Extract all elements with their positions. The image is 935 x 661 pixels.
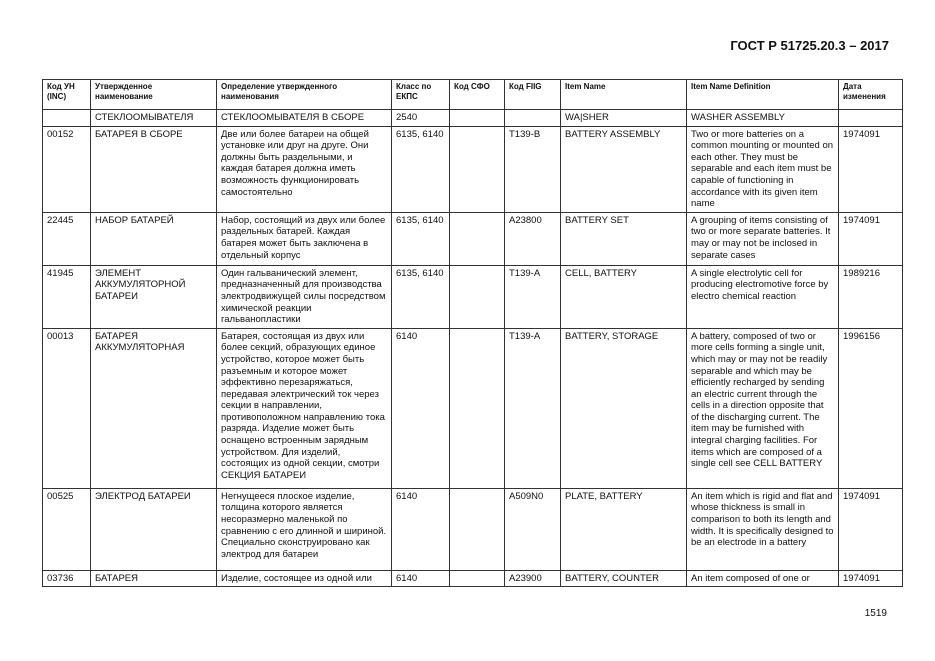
cell-name-ru: ЭЛЕМЕНТ АККУМУЛЯТОРНОЙ БАТАРЕИ: [91, 265, 217, 328]
cell-date: 1974091: [839, 212, 903, 265]
cell-inc: [43, 110, 91, 127]
col-header-fiig: Код FIIG: [505, 80, 561, 110]
col-header-def-ru: Определение утвержденного наименования: [217, 80, 392, 110]
cell-name-ru: НАБОР БАТАРЕЙ: [91, 212, 217, 265]
cell-item-def: Two or more batteries on a common mounting or mounted on each other. They must be separable and each item must be capable of functioning in accordance with its given item name: [687, 126, 839, 212]
table-row: [43, 488, 903, 570]
cell-item-def: A single electrolytic cell for producing electromotive force by electro chemical reaction: [687, 265, 839, 328]
cell-date: 1989216: [839, 265, 903, 328]
cell-fiig: A509N0: [505, 488, 561, 570]
cell-def-ru: Батарея, состоящая из двух или более секций, образующих единое устройство, которое может быть разъемным и которое может эффективно перезаряжаться, передавая электрический ток через секции в направлении, противоположном направлению тока разряда. Изделие может быть оснащено встроенным зарядным устройством. Для изделий, состоящих из одной секции, смотри СЕКЦИЯ БАТАРЕИ: [217, 328, 392, 488]
cell-fiig: T139-A: [505, 265, 561, 328]
cell-fiig: A23900: [505, 570, 561, 587]
cell-class: 6140: [392, 570, 450, 587]
col-header-class: Класс по ЕКПС: [392, 80, 450, 110]
cell-def-ru: Один гальванический элемент, предназначенный для производства электродвижущей силы посредством химической реакции гальванопластики: [217, 265, 392, 328]
cell-date: 1996156: [839, 328, 903, 488]
cell-date: 1974091: [839, 570, 903, 587]
cell-fiig: T139-A: [505, 328, 561, 488]
cell-inc: 00152: [43, 126, 91, 212]
cell-item-def: An item which is rigid and flat and whose thickness is small in comparison to both its length and width. It is specifically designed to be an electrode in a battery: [687, 488, 839, 570]
table-row: [43, 570, 903, 587]
col-header-item-name: Item Name: [561, 80, 687, 110]
table-row: [43, 110, 903, 127]
cell-name-ru: ЭЛЕКТРОД БАТАРЕИ: [91, 488, 217, 570]
cell-item-def: A battery, composed of two or more cells forming a single unit, which may or may not be readily separable and which may be efficiently recharged by sending an electric current through the cells in a direction opposite that of the discharging current. The item may be furnished with integral charging facilities. For items which are composed of a single cell see CELL BATTERY: [687, 328, 839, 488]
cell-inc: 22445: [43, 212, 91, 265]
cell-def-ru: СТЕКЛООМЫВАТЕЛЯ В СБОРЕ: [217, 110, 392, 127]
cell-class: 6135, 6140: [392, 265, 450, 328]
page-number: 1519: [864, 608, 887, 619]
item-name-table: [42, 79, 903, 587]
table-header-row: [43, 80, 903, 110]
cell-sfo: [450, 570, 505, 587]
cell-name-ru: БАТАРЕЯ АККУМУЛЯТОРНАЯ: [91, 328, 217, 488]
col-header-sfo: Код СФО: [450, 80, 505, 110]
col-header-inc: Код УН (INC): [43, 80, 91, 110]
cell-def-ru: Негнущееся плоское изделие, толщина которого является несоразмерно маленькой по сравнению с его длинной и шириной. Специально сконструировано как электрод для батареи: [217, 488, 392, 570]
cell-class: 6140: [392, 488, 450, 570]
cell-item-def: WASHER ASSEMBLY: [687, 110, 839, 127]
cell-date: 1974091: [839, 126, 903, 212]
cell-class: 6135, 6140: [392, 126, 450, 212]
cell-fiig: A23800: [505, 212, 561, 265]
cell-class: 6135, 6140: [392, 212, 450, 265]
cell-item-name: BATTERY ASSEMBLY: [561, 126, 687, 212]
cell-sfo: [450, 110, 505, 127]
cell-name-ru: БАТАРЕЯ В СБОРЕ: [91, 126, 217, 212]
col-header-date: Дата изменения: [839, 80, 903, 110]
cell-def-ru: Две или более батареи на общей установке или друг на друге. Они должны быть раздельными, и каждая батарея должна иметь возможность функционировать самостоятельно: [217, 126, 392, 212]
cell-date: 1974091: [839, 488, 903, 570]
cell-item-def: A grouping of items consisting of two or more separate batteries. It may or may not be inclosed in separate cases: [687, 212, 839, 265]
table-row: [43, 212, 903, 265]
cell-item-def: An item composed of one or: [687, 570, 839, 587]
cell-sfo: [450, 265, 505, 328]
cell-name-ru: БАТАРЕЯ: [91, 570, 217, 587]
cell-inc: 41945: [43, 265, 91, 328]
cell-sfo: [450, 126, 505, 212]
col-header-item-def: Item Name Definition: [687, 80, 839, 110]
cell-item-name: BATTERY, COUNTER: [561, 570, 687, 587]
cell-item-name: CELL, BATTERY: [561, 265, 687, 328]
cell-fiig: T139-B: [505, 126, 561, 212]
cell-sfo: [450, 212, 505, 265]
cell-inc: 00525: [43, 488, 91, 570]
cell-def-ru: Набор, состоящий из двух или более раздельных батарей. Каждая батарея может быть заключена в отдельный корпус: [217, 212, 392, 265]
cell-inc: 03736: [43, 570, 91, 587]
cell-sfo: [450, 488, 505, 570]
cell-def-ru: Изделие, состоящее из одной или: [217, 570, 392, 587]
cell-fiig: [505, 110, 561, 127]
cell-sfo: [450, 328, 505, 488]
cell-inc: 00013: [43, 328, 91, 488]
cell-item-name: WA|SHER: [561, 110, 687, 127]
table-row: [43, 328, 903, 488]
table-row: [43, 126, 903, 212]
cell-date: [839, 110, 903, 127]
cell-class: 2540: [392, 110, 450, 127]
cell-name-ru: СТЕКЛООМЫВАТЕЛЯ: [91, 110, 217, 127]
table-row: [43, 265, 903, 328]
cell-item-name: PLATE, BATTERY: [561, 488, 687, 570]
standard-title: ГОСТ Р 51725.20.3 – 2017: [730, 38, 889, 53]
col-header-name-ru: Утвержденное наименование: [91, 80, 217, 110]
cell-item-name: BATTERY SET: [561, 212, 687, 265]
cell-class: 6140: [392, 328, 450, 488]
cell-item-name: BATTERY, STORAGE: [561, 328, 687, 488]
